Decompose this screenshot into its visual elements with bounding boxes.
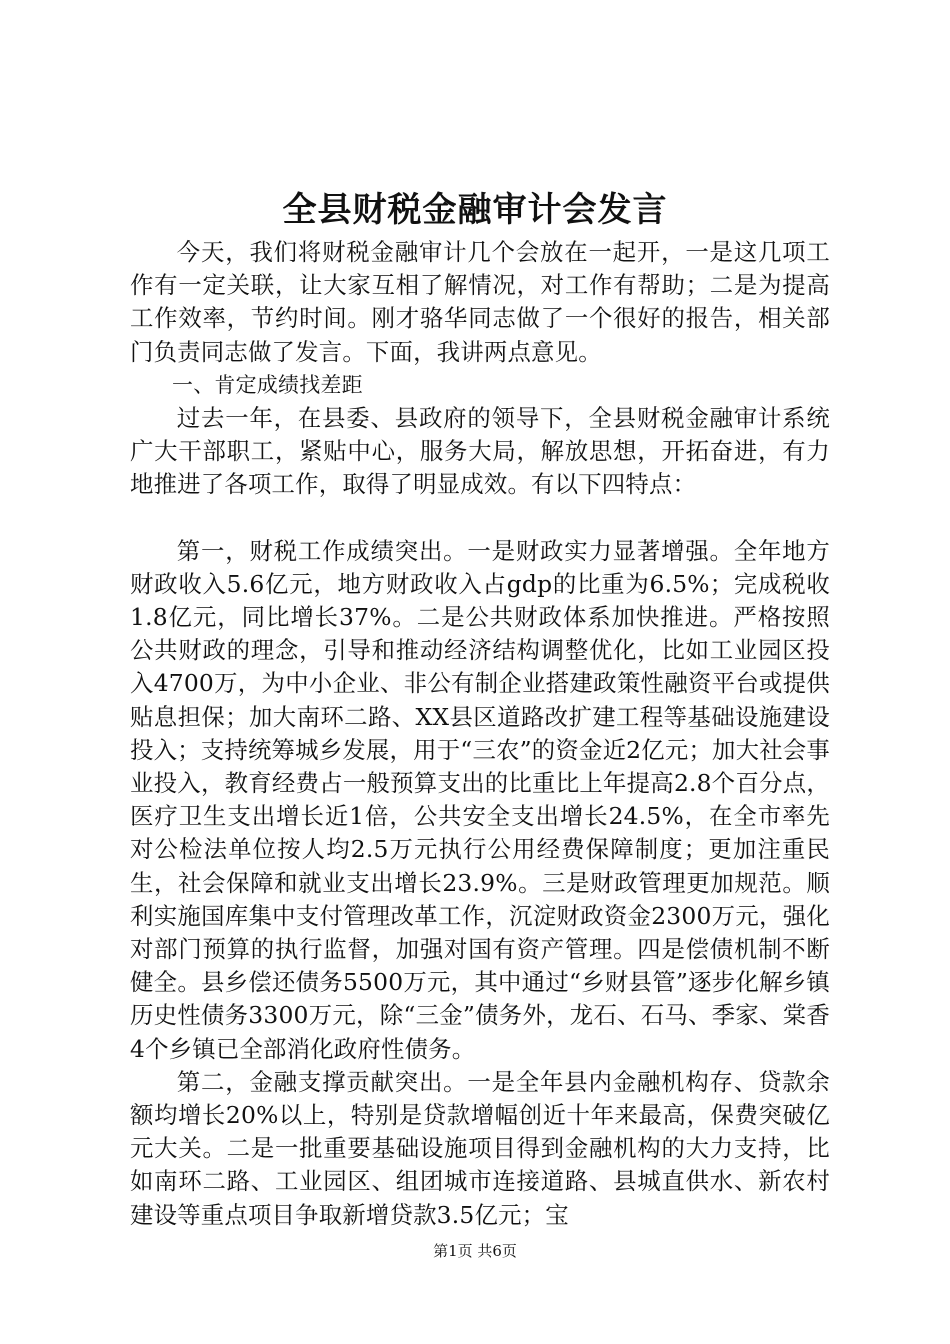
section-heading: 一、肯定成绩找差距	[172, 372, 363, 397]
document-body	[130, 236, 830, 1232]
page-number: 第1页 共6页	[433, 1242, 517, 1260]
document-title: 全县财税金融审计会发言	[282, 190, 668, 230]
paragraph-fiscal: 第一，财税工作成绩突出。一是财政实力显著增强。全年地方财政收入5.6亿元，地方财政收入占gdp的比重为6.5%；完成税收1.8亿元，同比增长37%。二是公共财政体系加快推进。严格按照公共财政的理念，引导和推动经济结构调整优化，比如工业园区投入4700万，为中小企业、非公有制企业搭建政策性融资平台或提供贴息担保；加大南环二路、XX县区道路改扩建工程等基础设施建设投入；支持统筹城乡发展，用于“三农”的资金近2亿元；加大社会事业投入，教育经费占一般预算支出的比重比上年提高2.8个百分点，医疗卫生支出增长近1倍，公共安全支出增长24.5%，在全市率先对公检法单位按人均2.5万元执行公用经费保障制度；更加注重民生，社会保障和就业支出增长23.9%。三是财政管理更加规范。顺利实施国库集中支付管理改革工作，沉淀财政资金2300万元，强化对部门预算的执行监督，加强对国有资产管理。四是偿债机制不断健全。县乡偿还债务5500万元，其中通过“乡财县管”逐步化解乡镇历史性债务3300万元，除“三金”债务外，龙石、石马、季家、棠香4个乡镇已全部消化政府性债务。	[130, 536, 830, 1063]
paragraph-intro: 今天，我们将财税金融审计几个会放在一起开，一是这几项工作有一定关联，让大家互相了解情况，对工作有帮助；二是为提高工作效率，节约时间。刚才骆华同志做了一个很好的报告，相关部门负责同志做了发言。下面，我讲两点意见。	[130, 238, 830, 366]
paragraph-gap	[130, 502, 830, 535]
paragraph-summary: 过去一年，在县委、县政府的领导下，全县财税金融审计系统广大干部职工，紧贴中心，服务大局，解放思想，开拓奋进，有力地推进了各项工作，取得了明显成效。有以下四特点：	[130, 404, 830, 499]
paragraph-finance: 第二，金融支撑贡献突出。一是全年县内金融机构存、贷款余额均增长20%以上，特别是贷款增幅创近十年来最高，保费突破亿元大关。二是一批重要基础设施项目得到金融机构的大力支持，比如南环二路、工业园区、组团城市连接道路、县城直供水、新农村建设等重点项目争取新增贷款3.5亿元；宝	[130, 1067, 830, 1229]
